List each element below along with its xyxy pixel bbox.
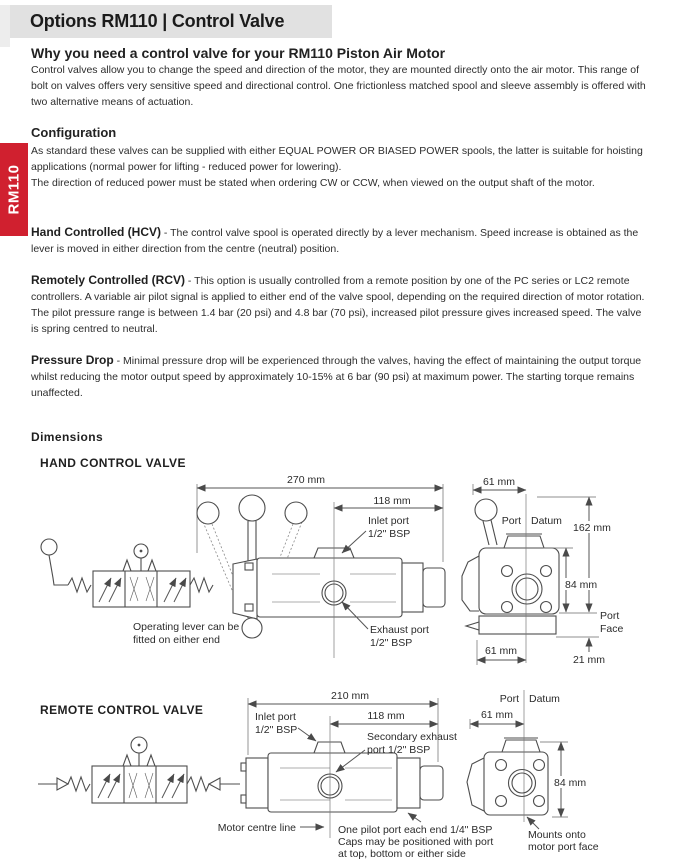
remote-port-label: Port — [499, 693, 519, 705]
hand-valve-end-view — [462, 476, 624, 666]
hand-datum-label: Datum — [531, 515, 562, 527]
pressure-drop-paragraph — [31, 352, 647, 401]
intro-heading: Why you need a control valve for your RM110 Piston Air Motor — [31, 45, 446, 61]
inlet-boss — [314, 742, 345, 753]
page-title: Options RM110 | Control Valve — [30, 11, 285, 31]
remote-dim-port: 118 mm — [367, 710, 405, 722]
page-header — [10, 5, 332, 38]
remote-secondary-label-2: port 1/2" BSP — [367, 744, 431, 756]
remote-pilot-note-1: One pilot port each end 1/4" BSP — [338, 824, 493, 836]
remote-dim-flange: 84 mm — [554, 777, 587, 789]
configuration-paragraph — [31, 143, 647, 191]
hand-dim-width-bottom: 61 mm — [484, 645, 518, 657]
hand-lever-note-2: fitted on either end — [133, 634, 220, 646]
hand-exhaust-label-2: 1/2" BSP — [370, 637, 413, 649]
remote-pilot-note-2: Caps may be positioned with port — [338, 836, 494, 848]
remote-centre-line-label: Motor centre line — [217, 822, 296, 834]
hand-inlet-label-1: Inlet port — [368, 515, 409, 527]
section-side-tab — [0, 143, 28, 236]
configuration-para2: The direction of reduced power must be stated when ordering CW or CCW, when viewed on the output shaft of the motor. — [31, 177, 595, 189]
intro-paragraph: Control valves allow you to change the speed and direction of the motor, they are mounted directly onto the air motor. This range of bolt on valves offers very sensitive speed and directional control. One frictionless matched spool and sleeve assembly is offered with two alternative means of actuation. — [31, 64, 646, 108]
remote-mounts-label-2: motor port face — [528, 841, 599, 853]
remotely-controlled-lead: Remotely Controlled (RCV) — [31, 273, 186, 287]
remote-valve-title: REMOTE CONTROL VALVE — [40, 703, 204, 717]
pilot-triangle-icon — [57, 778, 68, 790]
hand-dim-overall: 270 mm — [287, 474, 325, 486]
side-tab-label: RM110 — [5, 164, 23, 215]
hand-dim-flange: 84 mm — [565, 579, 598, 591]
hand-dim-height: 162 mm — [573, 522, 611, 534]
hand-controlled-lead: Hand Controlled (HCV) — [31, 225, 161, 239]
hand-dim-port: 118 mm — [373, 495, 411, 507]
hand-controlled-text: - The control valve spool is operated directly by a lever mechanism. Speed increase is obtained as the lever is moved in either direction from the centre (neutral) position. — [31, 227, 639, 255]
remote-inlet-label-2: 1/2" BSP — [255, 724, 298, 736]
up-arrow-icon — [123, 560, 156, 571]
remotely-controlled-text: - This option is usually controlled from a remote position by one of the PC series or LC2 remote controllers. A variable air pilot signal is applied to either end of the valve spool, depending on the required direction of motor rotation. The pilot pressure range is between 1.4 bar (20 psi) and 4.8 bar (70 psi), increased pilot pressure gives increased speed. The valve is spring centred to neutral. — [31, 275, 645, 335]
hand-exhaust-label-1: Exhaust port — [370, 624, 429, 636]
hand-valve-schematic-symbol — [41, 539, 213, 607]
remote-dim-width: 61 mm — [480, 709, 514, 721]
hand-controlled-paragraph — [31, 224, 647, 257]
pressure-drop-lead: Pressure Drop — [31, 353, 114, 367]
page-edge-strip — [0, 5, 10, 47]
remote-valve-schematic-symbol — [38, 737, 240, 803]
remotely-controlled-paragraph — [31, 272, 647, 337]
hand-lever-note-1: Operating lever can be — [133, 621, 240, 633]
remote-valve-side-view — [218, 690, 494, 859]
configuration-heading: Configuration — [31, 125, 117, 140]
remote-inlet-label-1: Inlet port — [255, 711, 296, 723]
remote-dim-overall: 210 mm — [331, 690, 369, 702]
remote-pilot-note-3: at top, bottom or either side — [338, 848, 466, 859]
remote-mounts-label-1: Mounts onto — [528, 829, 586, 841]
remote-secondary-label-1: Secondary exhaust — [367, 731, 457, 743]
hand-valve-side-view — [133, 474, 445, 658]
configuration-para1: As standard these valves can be supplied with either EQUAL POWER OR BIASED POWER spools, the latter is suitable for hoisting applications (normal power for lifting - reduced power for lowering). — [31, 145, 643, 173]
hand-dim-foot: 21 mm — [572, 654, 606, 666]
remote-datum-label: Datum — [529, 693, 560, 705]
hand-port-label: Port — [501, 515, 521, 527]
pilot-triangle-icon — [209, 778, 220, 790]
hand-valve-title: HAND CONTROL VALVE — [40, 456, 186, 470]
dimensions-heading: Dimensions — [31, 430, 104, 444]
pressure-drop-text: - Minimal pressure drop will be experienced through the valves, having the effect of maintaining the output torque whilst reducing the motor output speed by approximately 10-15% at 6 bar (90 psi) at maximum power. The starting torque remains unaffected. — [31, 355, 642, 399]
hand-portface-1: Port — [600, 610, 620, 622]
hand-inlet-label-2: 1/2" BSP — [368, 528, 411, 540]
hand-valve-drawing — [0, 468, 676, 680]
hand-portface-2: Face — [600, 623, 624, 635]
hand-dim-width-top: 61 mm — [482, 476, 516, 488]
